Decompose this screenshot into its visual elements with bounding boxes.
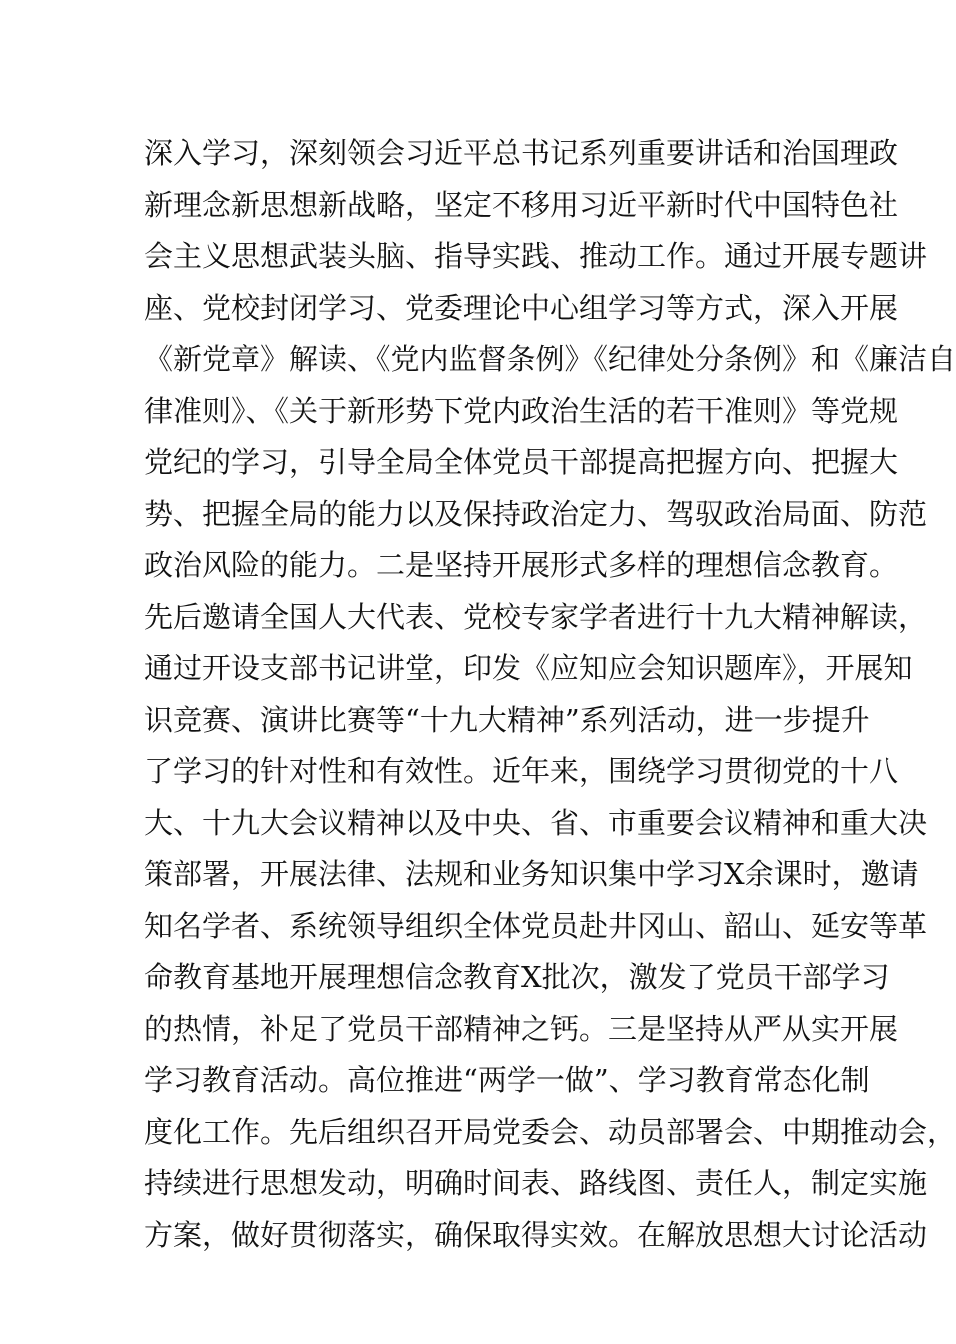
- text-line: 通过开设支部书记讲堂，印发《应知应会知识题库》，开展知: [144, 651, 913, 685]
- text-line: 座、党校封闭学习、党委理论中心组学习等方式，深入开展: [144, 290, 899, 325]
- text-line: 了学习的针对性和有效性。近年来，围绕学习贯彻党的十八: [144, 754, 899, 788]
- text-line: 律准则》、《关于新形势下党内政治生活的若干准则》等党规: [144, 393, 899, 428]
- text-line: 大、十九大会议精神以及中央、省、市重要会议精神和重大决: [144, 805, 928, 840]
- text-line: 会主义思想武装头脑、指导实践、推动工作。通过开展专题讲: [144, 239, 928, 273]
- text-line: 学习教育活动。高位推进“两学一做”、学习教育常态化制: [144, 1063, 870, 1097]
- text-line: 深入学习，深刻领会习近平总书记系列重要讲话和治国理政: [144, 136, 899, 170]
- text-line: 势、把握全局的能力以及保持政治定力、驾驭政治局面、防范: [144, 496, 928, 531]
- text-line: 方案，做好贯彻落实，确保取得实效。在解放思想大讨论活动: [144, 1217, 928, 1252]
- text-line: 先后邀请全国人大代表、党校专家学者进行十九大精神解读，: [144, 599, 928, 634]
- text-line: 知名学者、系统领导组织全体党员赴井冈山、韶山、延安等革: [144, 908, 928, 943]
- text-line: 的热情，补足了党员干部精神之钙。三是坚持从严从实开展: [144, 1011, 899, 1046]
- text-line: 度化工作。先后组织召开局党委会、动员部署会、中期推动会，: [144, 1114, 956, 1149]
- text-line: 新理念新思想新战略，坚定不移用习近平新时代中国特色社: [144, 187, 899, 222]
- body-paragraph: [144, 128, 956, 1261]
- text-line: 识竞赛、演讲比赛等“十九大精神”系列活动，进一步提升: [144, 702, 870, 737]
- text-line: 命教育基地开展理想信念教育X批次，激发了党员干部学习: [144, 960, 890, 994]
- text-line: 《新党章》解读、《党内监督条例》《纪律处分条例》和《廉洁自: [144, 342, 956, 376]
- text-line: 政治风险的能力。二是坚持开展形式多样的理想信念教育。: [144, 548, 899, 582]
- text-line: 持续进行思想发动，明确时间表、路线图、责任人，制定实施: [144, 1166, 928, 1200]
- text-line: 策部署，开展法律、法规和业务知识集中学习X余课时，邀请: [144, 857, 919, 891]
- text-line: 党纪的学习，引导全局全体党员干部提高把握方向、把握大: [144, 445, 899, 479]
